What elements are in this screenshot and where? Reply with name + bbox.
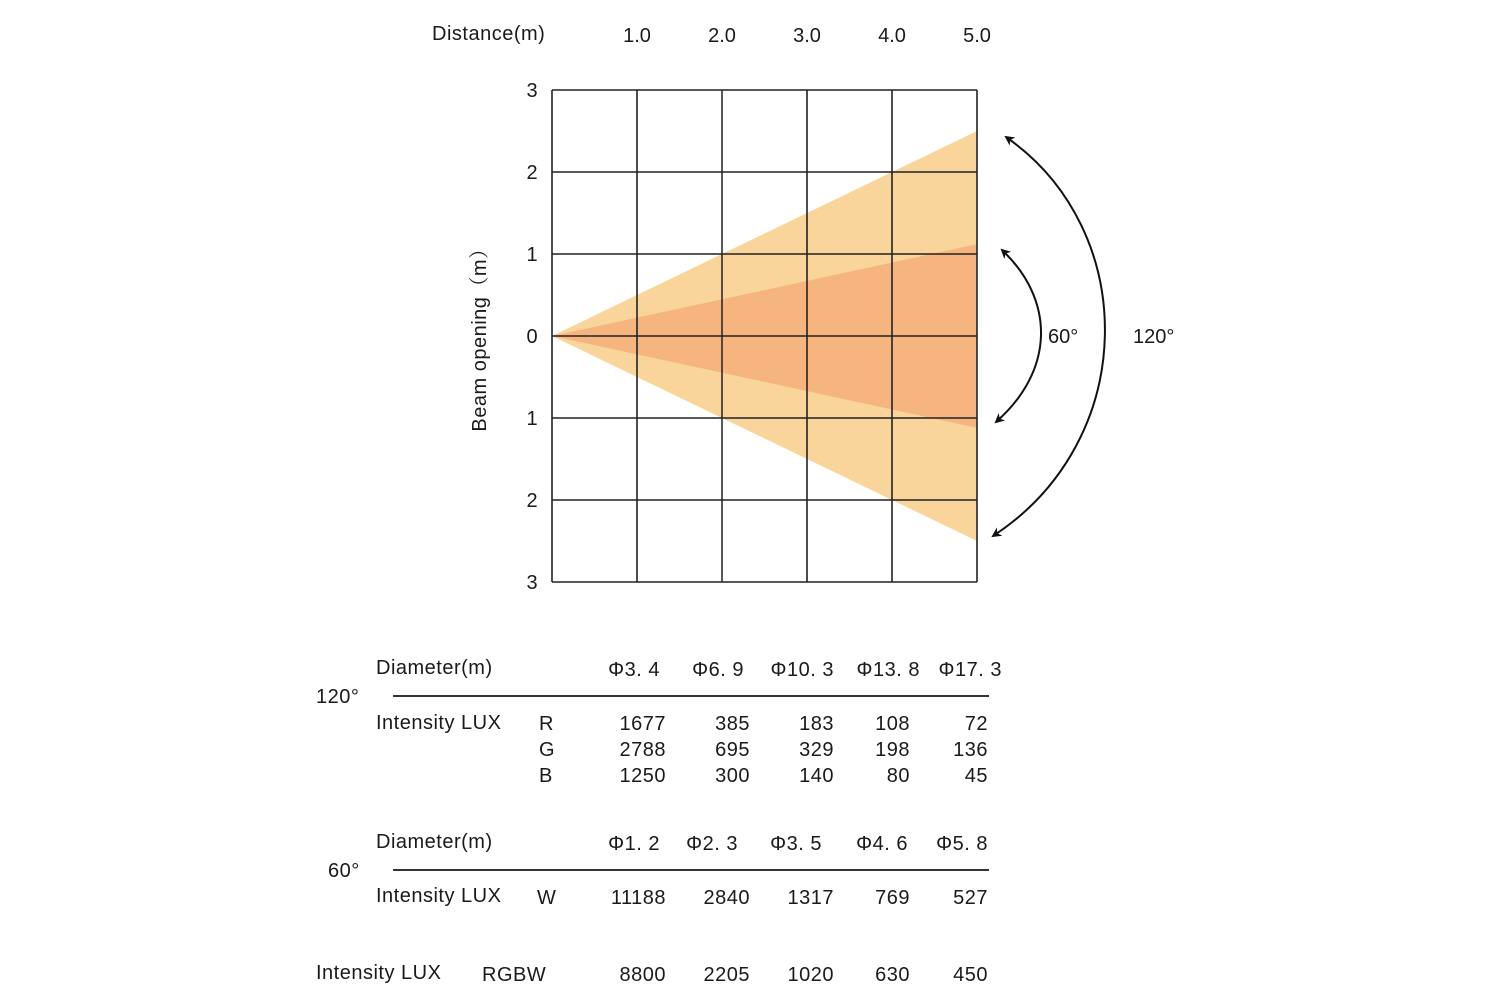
table-120-diameter: Φ3. 4 (608, 659, 660, 681)
table-120-angle: 120° (316, 686, 360, 708)
table-cell: 11188 (610, 887, 666, 909)
table-cell: 72 (964, 713, 988, 735)
y-tick-labels (526, 80, 537, 594)
y-tick-label: 3 (526, 572, 538, 594)
x-tick-label: 3.0 (793, 25, 821, 47)
table-60-diameter: Φ4. 6 (856, 833, 908, 855)
table-cell: 108 (875, 713, 910, 735)
y-axis-label: Beam opening（m） (469, 238, 491, 432)
x-tick-label: 4.0 (878, 25, 906, 47)
table-cell: 140 (799, 765, 834, 787)
table-cell: 2840 (703, 887, 750, 909)
table-120-intensity-label: Intensity LUX (376, 712, 502, 734)
channel-label: G (539, 739, 556, 761)
table-cell: 8800 (619, 964, 666, 986)
y-tick-label: 3 (526, 80, 538, 102)
rgbw-intensity-label: Intensity LUX (316, 962, 442, 984)
table-cell: 198 (875, 739, 910, 761)
table-60-diameter-label: Diameter(m) (376, 831, 493, 853)
table-60-diameter: Φ1. 2 (608, 833, 660, 855)
table-cell: 329 (799, 739, 834, 761)
table-cell: 183 (799, 713, 834, 735)
table-60-diameter: Φ2. 3 (686, 833, 738, 855)
table-cell: 769 (875, 887, 910, 909)
y-tick-label: 1 (526, 408, 538, 430)
table-60-diameter: Φ5. 8 (936, 833, 988, 855)
table-60-intensity-label: Intensity LUX (376, 885, 502, 907)
table-120-diameter: Φ6. 9 (692, 659, 744, 681)
channel-label: R (539, 713, 554, 735)
table-60-angle: 60° (328, 860, 360, 882)
table-cell: 527 (953, 887, 988, 909)
table-cell: 136 (953, 739, 988, 761)
table-cell: 1250 (619, 765, 666, 787)
table-cell: 1020 (787, 964, 834, 986)
table-cell: 2788 (619, 739, 666, 761)
table-60-divider (393, 869, 989, 871)
x-axis-label: Distance(m) (432, 23, 546, 45)
channel-label: B (539, 765, 553, 787)
arc-60-arrow (996, 250, 1041, 422)
table-cell: 300 (715, 765, 750, 787)
channel-label: W (537, 887, 557, 909)
table-60-diameter: Φ3. 5 (770, 833, 822, 855)
angle-label-120: 120° (1133, 326, 1175, 348)
rgbw-channel-label: RGBW (482, 964, 547, 986)
y-tick-label: 0 (526, 326, 538, 348)
y-tick-label: 2 (526, 490, 538, 512)
table-cell: 1317 (787, 887, 834, 909)
x-tick-labels (623, 25, 991, 47)
x-tick-label: 1.0 (623, 25, 651, 47)
table-cell: 80 (886, 765, 910, 787)
table-cell: 2205 (703, 964, 750, 986)
table-cell: 385 (715, 713, 750, 735)
angle-label-60: 60° (1048, 326, 1079, 348)
table-cell: 450 (953, 964, 988, 986)
table-cell: 630 (875, 964, 910, 986)
y-tick-label: 2 (526, 162, 538, 184)
table-120-diameter-label: Diameter(m) (376, 657, 493, 679)
x-tick-label: 2.0 (708, 25, 736, 47)
table-cell: 45 (964, 765, 988, 787)
table-120-divider (393, 695, 989, 697)
table-cell: 695 (715, 739, 750, 761)
table-cell: 1677 (619, 713, 666, 735)
table-120-diameter: Φ13. 8 (856, 659, 920, 681)
table-120-diameter: Φ17. 3 (938, 659, 1002, 681)
table-120-diameter: Φ10. 3 (770, 659, 834, 681)
y-tick-label: 1 (526, 244, 538, 266)
x-tick-label: 5.0 (963, 25, 991, 47)
